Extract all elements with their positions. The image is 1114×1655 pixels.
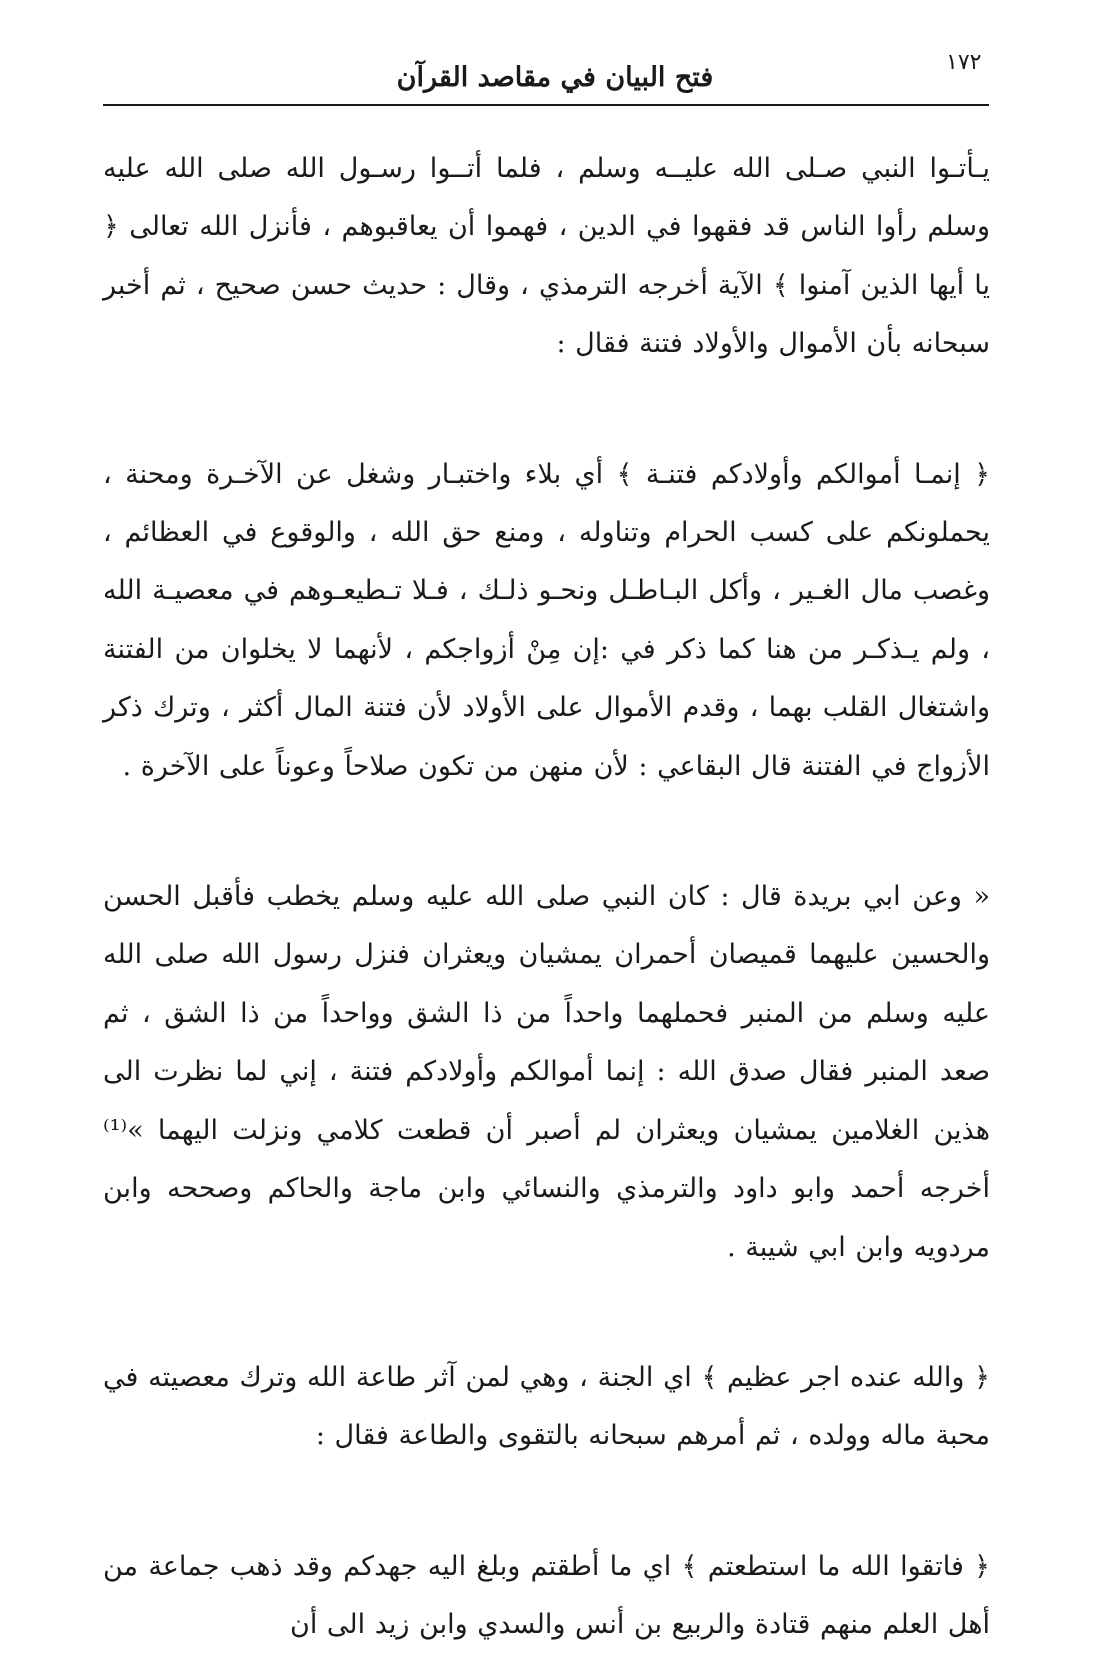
header-divider [103, 104, 989, 106]
page-number: ١٧٢ [946, 50, 982, 75]
running-title: فتح البيان في مقاصد القرآن [396, 62, 714, 93]
paragraph: ﴿ فاتقوا الله ما استطعتم ﴾ اي ما أطقتم وبلغ اليه جهدكم وقد ذهب جماعة من أهل العلم منهم قتادة والربيع بن أنس والسدي وابن زيد الى أن [103, 1550, 990, 1641]
paragraph: ﴿ والله عنده اجر عظيم ﴾ اي الجنة ، وهي لمن آثر طاعة الله وترك معصيته في محبة ماله وولده ، ثم أمرهم سبحانه بالتقوى والطاعة فقال : [103, 1361, 990, 1452]
body-text [103, 140, 990, 1655]
paragraph: يـأتـوا النبي صـلى الله عليــه وسلم ، فلما أتــوا رسـول الله صلى الله عليه وسلم رأوا الناس قد فقهوا في الدين ، فهموا أن يعاقبوهم ، فأنزل الله تعالى ﴿ يا أيها الذين آمنوا ﴾ الآية أخرجه الترمذي ، وقال : حديث حسن صحيح ، ثم أخبر سبحانه بأن الأموال والأولاد فتنة فقال : [103, 153, 990, 360]
paragraph: « وعن ابي بريدة قال : كان النبي صلى الله عليه وسلم يخطب فأقبل الحسن والحسين عليهما قميصان أحمران يمشيان ويعثران فنزل رسول الله صلى الله عليه وسلم من المنبر فحملهما واحداً من ذا الشق وواحداً من ذا الشق ، ثم صعد المنبر فقال صدق الله : إنما أموالكم وأولادكم فتنة ، إني لما نظرت الى هذين الغلامين يمشيان ويعثران لم أصبر أن قطعت كلامي ونزلت اليهما »⁽¹⁾ أخرجه أحمد وابو داود والترمذي والنسائي وابن ماجة والحاكم وصححه وابن مردويه وابن ابي شيبة . [103, 881, 990, 1263]
paragraph: ﴿ إنمـا أموالكم وأولادكم فتنـة ﴾ أي بلاء واختبـار وشغل عن الآخـرة ومحنة ، يحملونكم على كسب الحرام وتناوله ، ومنع حق الله ، والوقوع في العظائم ، وغصب مال الغـير ، وأكل البـاطـل ونحـو ذلـك ، فـلا تـطيعـوهم في معصيـة الله ، ولم يـذكـر من هنا كما ذكر في :إن مِنْ أزواجكم ، لأنهما لا يخلوان من الفتنة واشتغال القلب بهما ، وقدم الأموال على الأولاد لأن فتنة المال أكثر ، وترك ذكر الأزواج في الفتنة قال البقاعي : لأن منهن من تكون صلاحاً وعوناً على الآخرة . [103, 458, 990, 782]
